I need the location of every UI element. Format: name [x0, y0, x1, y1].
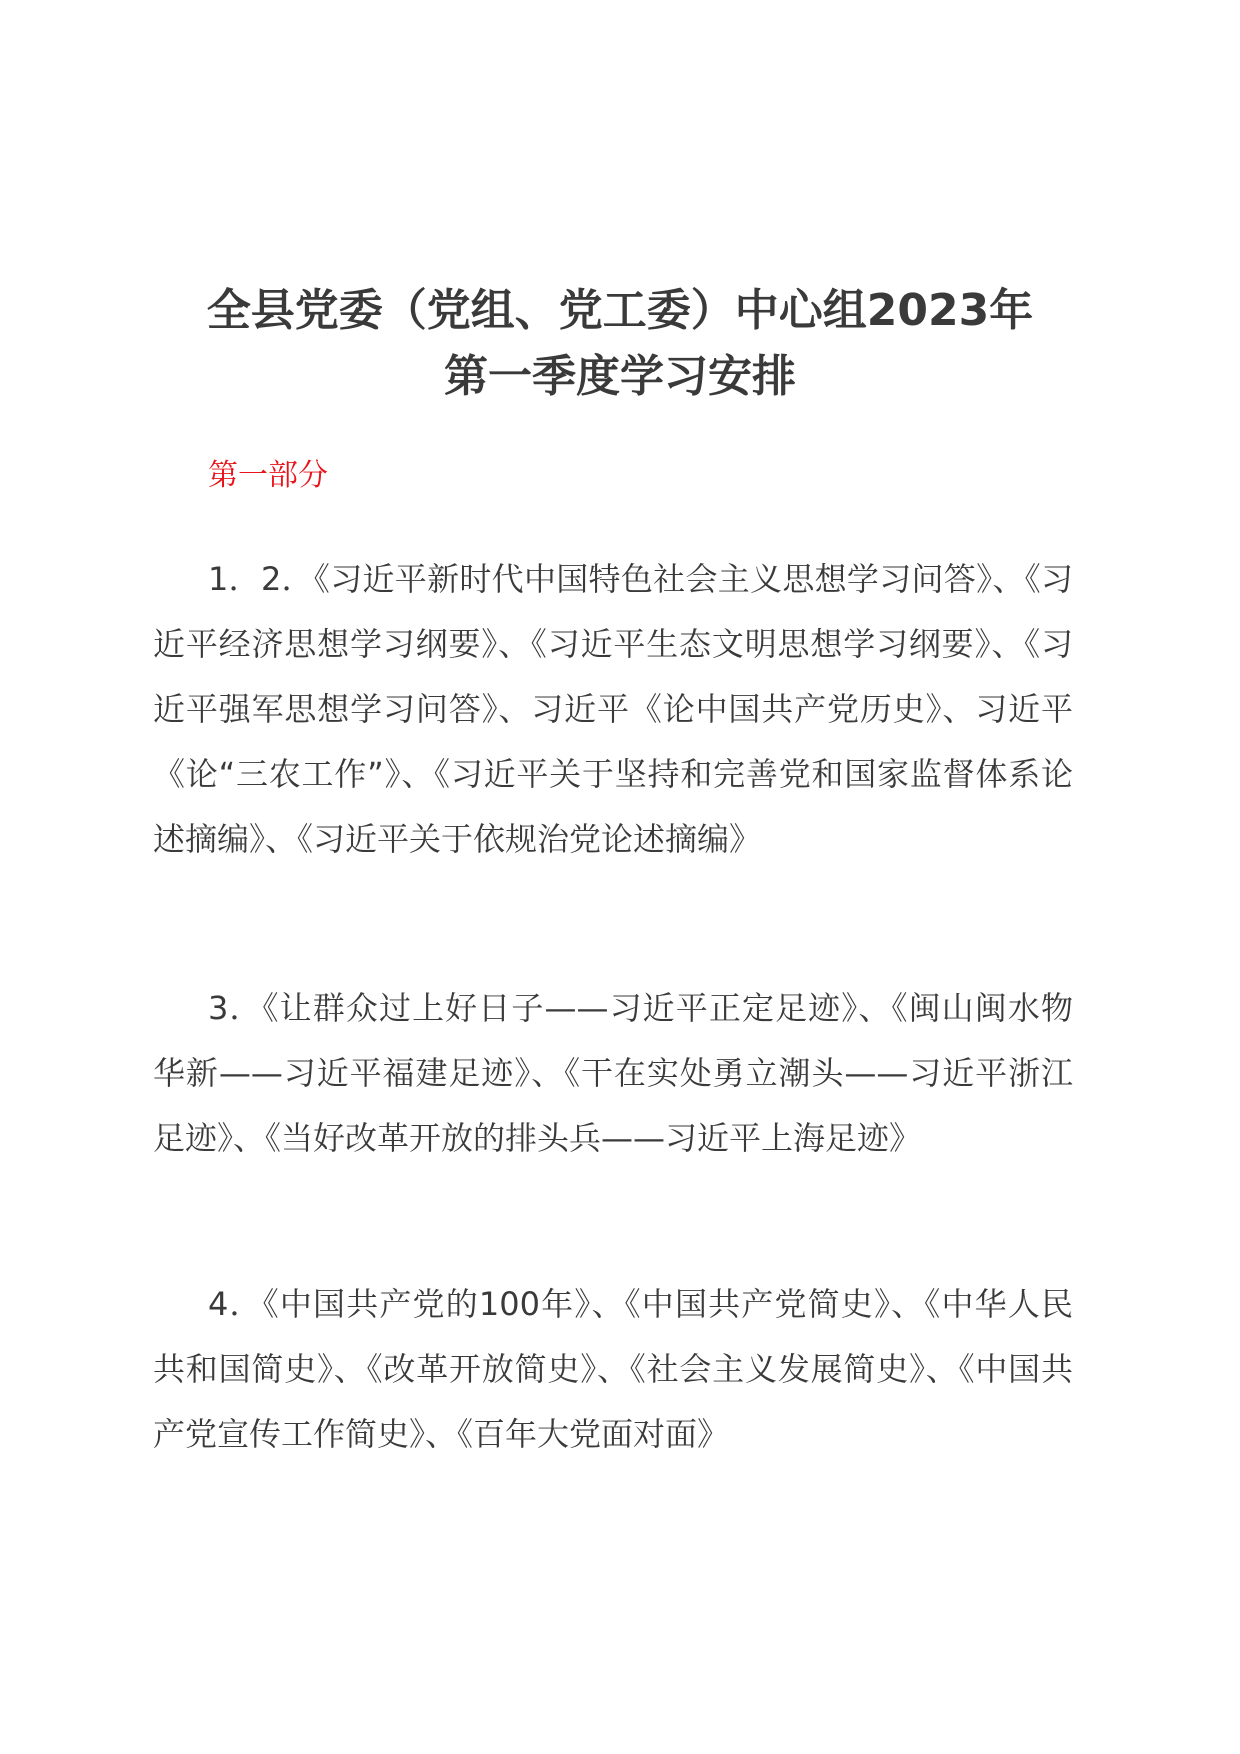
paragraph-3: 4．《中国共产党的100年》、《中国共产党简史》、《中华人民共和国简史》、《改革开放简史》、《社会主义发展简史》、《中国共产党宣传工作简史》、《百年大党面对面》: [153, 1285, 1073, 1453]
title-line-1: 全县党委（党组、党工委）中心组2023年: [206, 285, 1034, 336]
document-title: [150, 278, 1090, 410]
title-line-2: 第一季度学习安排: [444, 351, 796, 402]
section-label: 第一部分: [208, 458, 328, 493]
paragraph-1: 1．2．《习近平新时代中国特色社会主义思想学习问答》、《习近平经济思想学习纲要》、《习近平生态文明思想学习纲要》、《习近平强军思想学习问答》、习近平《论中国共产党历史》、习近平《论“三农工作”》、《习近平关于坚持和完善党和国家监督体系论述摘编》、《习近平关于依规治党论述摘编》: [153, 560, 1073, 858]
paragraph-2: 3．《让群众过上好日子——习近平正定足迹》、《闽山闽水物华新——习近平福建足迹》、《干在实处勇立潮头——习近平浙江足迹》、《当好改革开放的排头兵——习近平上海足迹》: [153, 989, 1073, 1157]
